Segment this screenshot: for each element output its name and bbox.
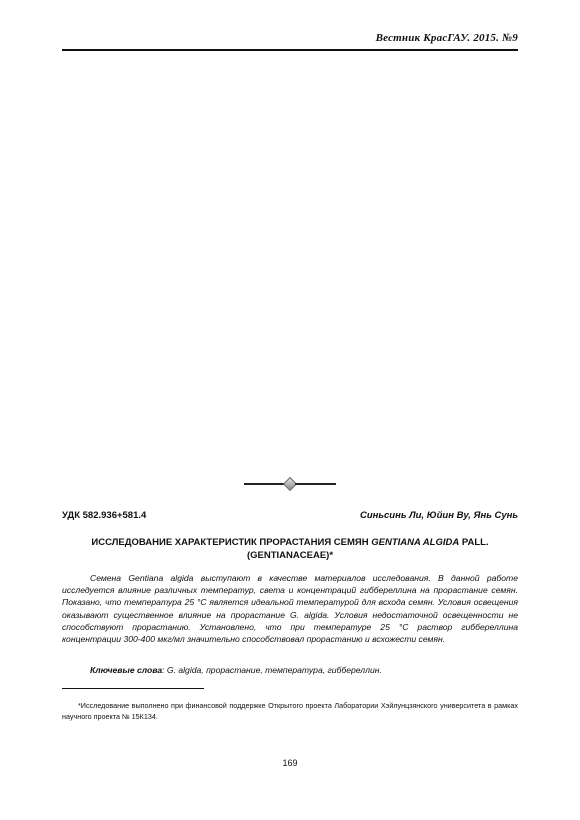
ornament-line-right xyxy=(295,483,336,485)
title-text: ИССЛЕДОВАНИЕ ХАРАКТЕРИСТИК ПРОРАСТАНИЯ СЕМЯН xyxy=(91,537,372,548)
running-head: Вестник КрасГАУ. 2015. №9 xyxy=(375,32,518,44)
article-title xyxy=(62,536,518,562)
keywords-list: : G. algida, прорастание, температура, гиббереллин. xyxy=(162,665,382,675)
footnote: *Исследование выполнено при финансовой поддержке Открытого проекта Лаборатории Хэйлунцзянского университета в рамках научного проекта № 15К134. xyxy=(62,701,518,721)
authors: Синьсинь Ли, Юйин Ву, Янь Сунь xyxy=(359,510,518,521)
title-author-abbrev: PALL. xyxy=(459,537,489,548)
footnote-rule xyxy=(62,688,204,689)
title-latin-name: GENTIANA ALGIDA xyxy=(371,537,460,548)
page-number: 169 xyxy=(282,758,298,768)
abstract: Семена Gentiana algida выступают в качестве материалов исследования. В данной работе исследуется влияние различных температур, света и концентраций гиббереллина на прорастание семян. Показано, что температура 25 °С является идеальной температурой для всхода семян. Условия освещения оказывают существенное влияние на прорастание G. algida. Условия недостаточной освещенности не способствуют прорастанию. Установлено, что при температуре 25 °С раствор гиббереллина концентрации 300-400 мкг/мл значительно способствовал прорастанию и всхожести семян. xyxy=(62,573,518,645)
title-line-1 xyxy=(62,536,518,549)
title-line-2: (GENTIANACEAE)* xyxy=(246,550,334,561)
ornament-line-left xyxy=(244,483,285,485)
section-ornament xyxy=(244,478,336,490)
header-rule xyxy=(62,49,518,51)
udc-code: УДК 582.936+581.4 xyxy=(62,510,147,521)
article-meta-row xyxy=(62,510,518,521)
keywords-label: Ключевые слова xyxy=(90,665,163,675)
keywords xyxy=(62,664,518,676)
